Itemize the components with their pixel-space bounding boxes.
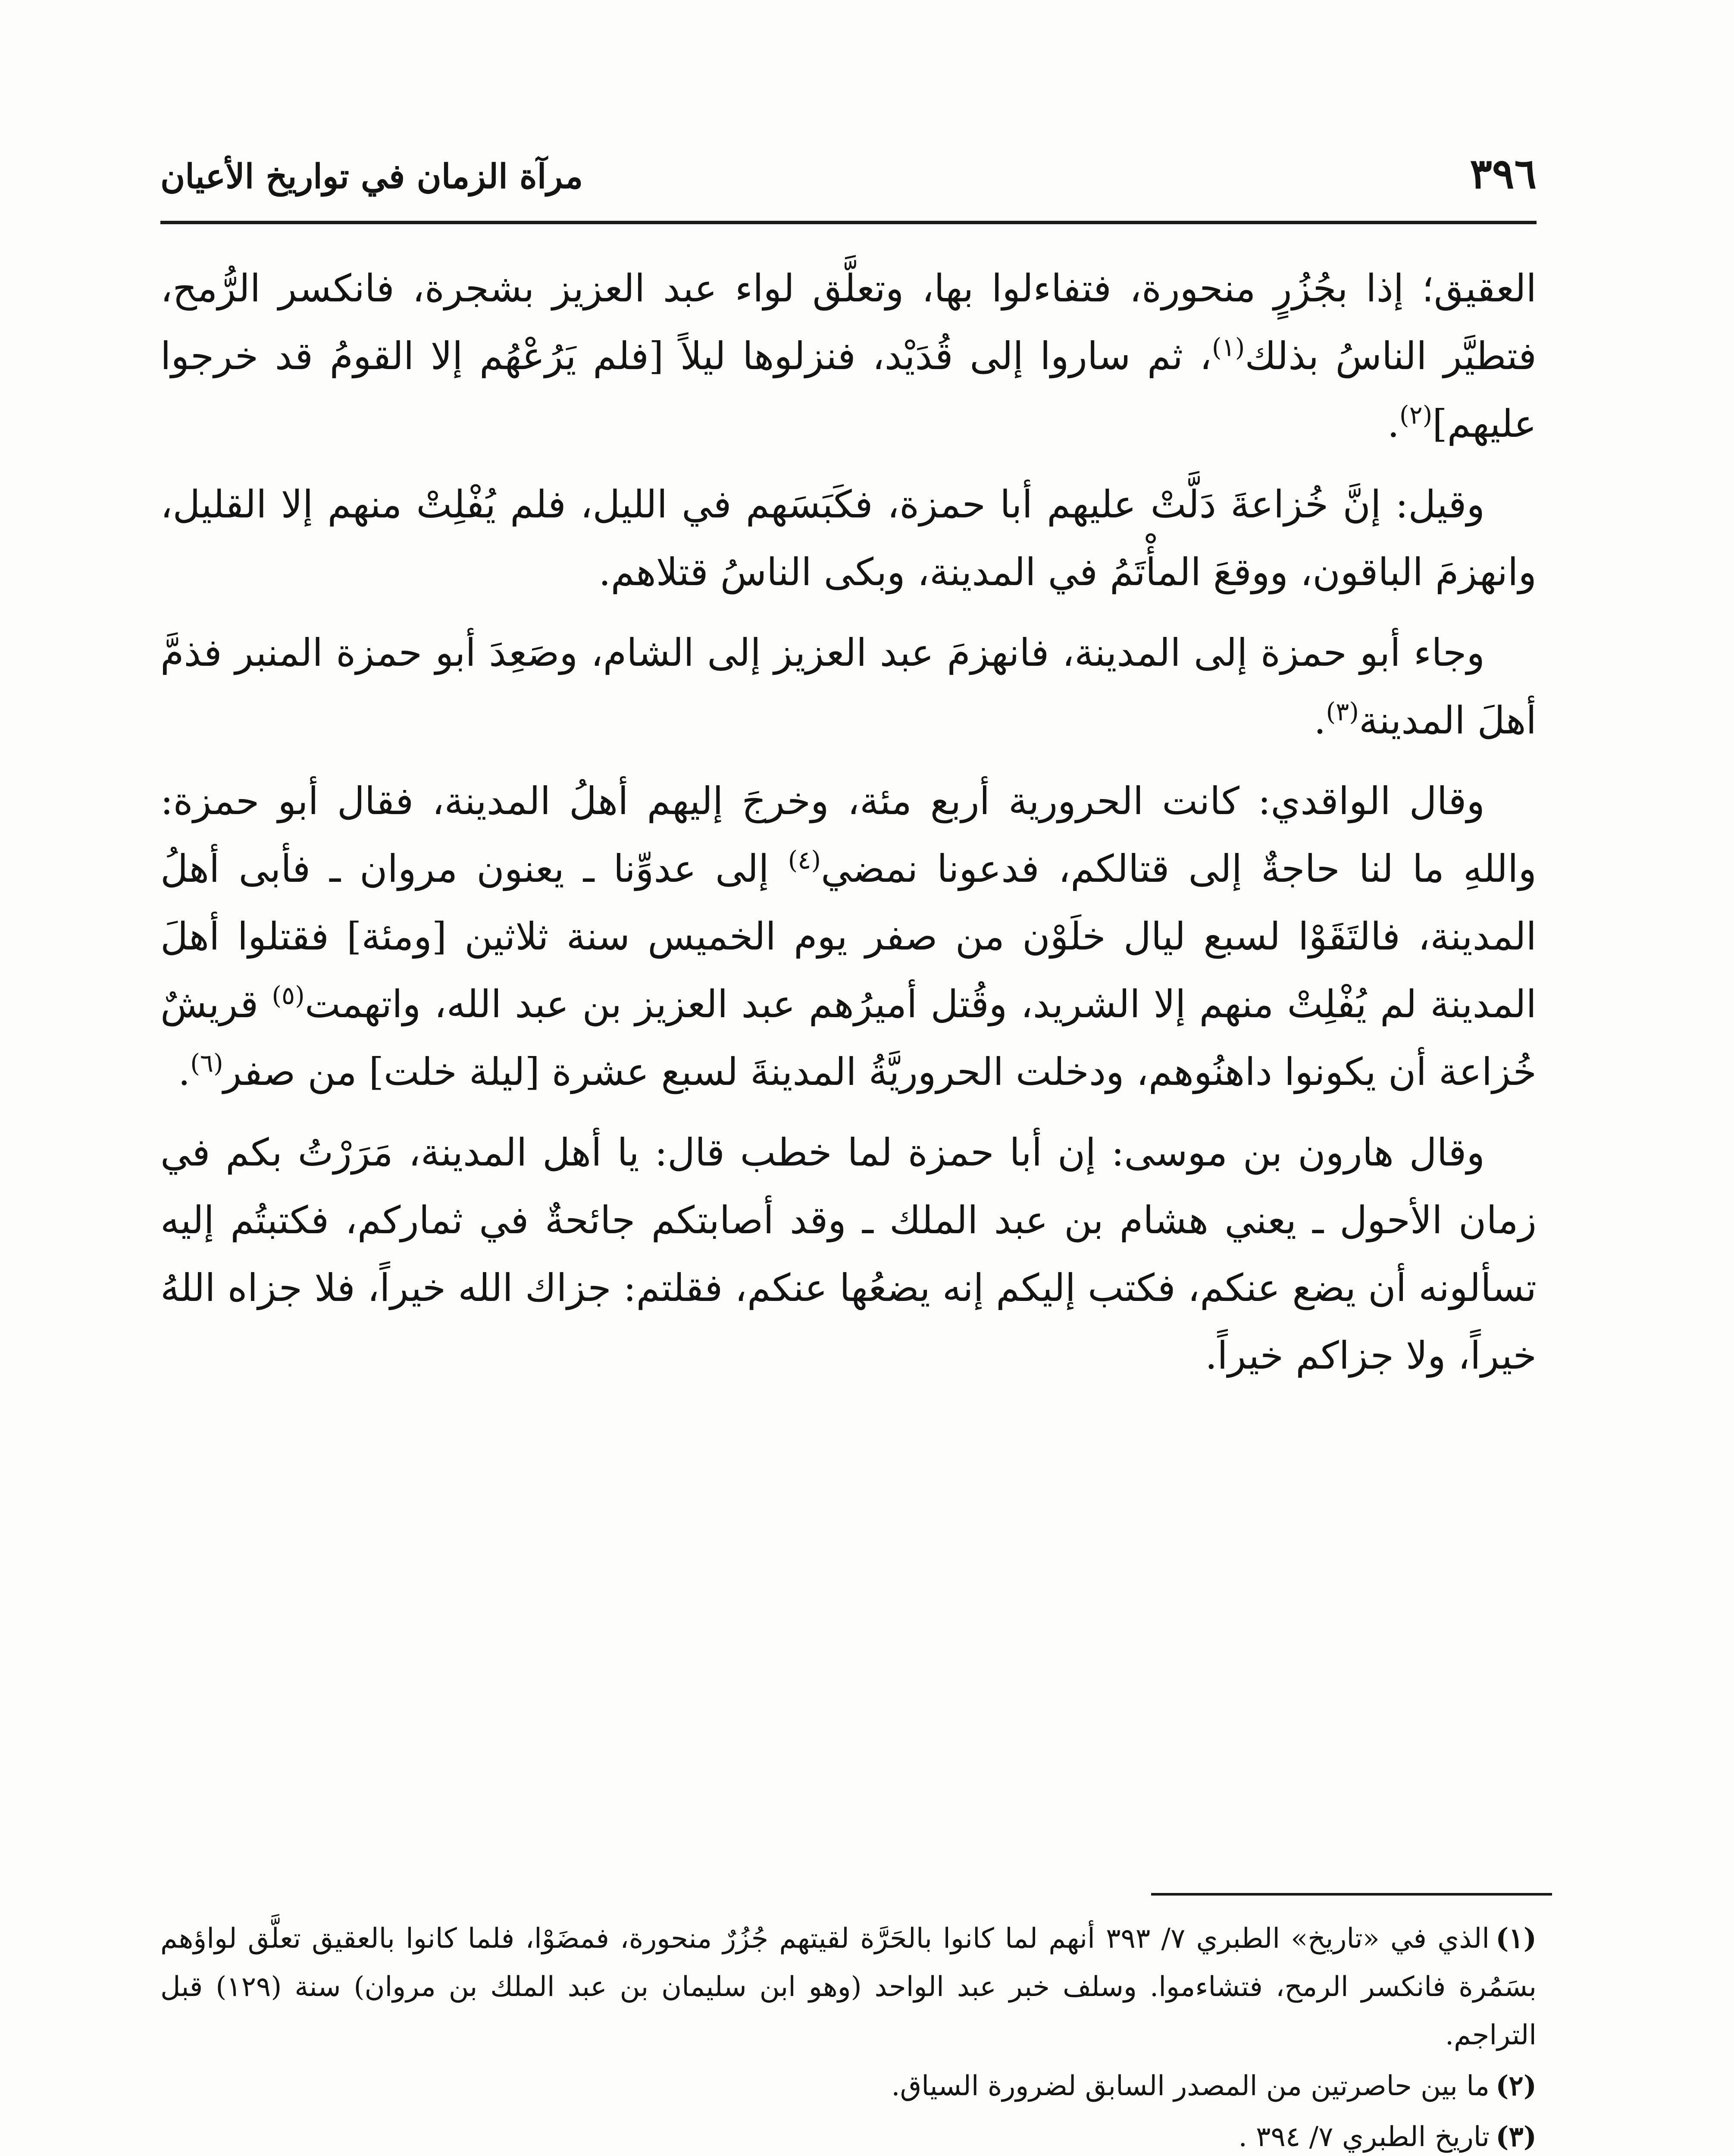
paragraph-1 <box>160 254 1537 458</box>
footnote-ref-4: (٤) <box>788 845 821 875</box>
paragraph-2 <box>160 470 1537 606</box>
footnote-ref-2: (٢) <box>1399 400 1433 430</box>
paragraph-1-text-cont: ، ثم ساروا إلى قُدَيْد، فنزلوها ليلاً [فلم يَرُعْهُم إلا القومُ قد خرجوا عليهم] <box>160 334 1537 446</box>
paragraph-4-text: وقال الواقدي: كانت الحرورية أربع مئة، وخرجَ إليهم أهلُ المدينة، فقال أبو حمزة: واللهِ ما لنا حاجةٌ إلى قتالكم، فدعونا نمضي <box>160 779 1537 891</box>
paragraph-5-text: وقال هارون بن موسى: إن أبا حمزة لما خطب قال: يا أهل المدينة، مَرَرْتُ بكم في زمان الأحول ـ يعني هشام بن عبد الملك ـ وقد أصابتكم جائحةٌ في ثماركم، فكتبتُم إليه تسألونه أن يضع عنكم، فكتب إليكم إنه يضعُها عنكم، فقلتم: جزاك الله خيراً، فلا جزاه اللهُ خيراً، ولا جزاكم خيراً. <box>160 1130 1537 1378</box>
running-header <box>160 142 1537 207</box>
footnote-rule <box>1151 1893 1552 1896</box>
paragraph-5 <box>160 1119 1537 1389</box>
footnote-number: (١) <box>1496 1922 1537 1955</box>
paragraph-4-text-cont: إلى عدوِّنا ـ يعنون مروان ـ فأبى أهلُ المدينة، فالتَقَوْا لسبع ليال خلَوْن من صفر يوم الخميس سنة ثلاثين [ومئة] فقتلوا أهلَ المدينة لم يُفْلِتْ منهم إلا الشريد، وقُتل أميرُهم عبد العزيز بن عبد الله، واتهمت <box>160 846 1537 1026</box>
header-rule <box>160 221 1537 224</box>
footnote-ref-3: (٣) <box>1326 697 1359 727</box>
footnote-3 <box>160 2113 1537 2156</box>
paragraph-4-end: . <box>178 1050 191 1094</box>
footnote-1 <box>160 1915 1537 2059</box>
footnote-text: ما بين حاصرتين من المصدر السابق لضرورة السياق. <box>891 2070 1490 2102</box>
page-number: ٣٩٦ <box>1470 149 1537 198</box>
running-title: مرآة الزمان في تواريخ الأعيان <box>160 157 583 196</box>
paragraph-3 <box>160 619 1537 754</box>
footnote-text: تاريخ الطبري ٧/ ٣٩٤ . <box>1238 2121 1490 2153</box>
footnote-ref-5: (٥) <box>272 981 305 1010</box>
footnote-ref-1: (١) <box>1211 332 1245 362</box>
footnote-text: الذي في «تاريخ» الطبري ٧/ ٣٩٣ أنهم لما كانوا بالحَرَّة لقيتهم جُزُرٌ منحورة، فمضَوْا، فلما كانوا بالعقيق تعلَّق لواؤهم بسَمُرة فانكسر الرمح، فتشاءموا. وسلف خبر عبد الواحد (وهو ابن سليمان بن عبد الملك بن مروان) سنة (١٢٩) قبل التراجم. <box>160 1923 1537 2051</box>
paragraph-4 <box>160 767 1537 1106</box>
footnote-ref-6: (٦) <box>190 1048 223 1078</box>
footnote-number: (٣) <box>1496 2121 1537 2153</box>
footnote-number: (٢) <box>1496 2070 1537 2102</box>
paragraph-4-text-cont2: قريشٌ خُزاعة أن يكونوا داهنُوهم، ودخلت الحروريَّةُ المدينةَ لسبع عشرة [ليلة خلت] من صفر <box>160 982 1537 1094</box>
main-text <box>160 254 1537 1402</box>
footnotes <box>160 1915 1537 2156</box>
paragraph-2-text: وقيل: إنَّ خُزاعةَ دَلَّتْ عليهم أبا حمزة، فكَبَسَهم في الليل، فلم يُفْلِتْ منهم إلا القليل، وانهزمَ الباقون، ووقعَ المأْتَمُ في المدينة، وبكى الناسُ قتلاهم. <box>160 482 1537 594</box>
paragraph-1-text: العقيق؛ إذا بجُزُرٍ منحورة، فتفاءلوا بها، وتعلَّق لواء عبد العزيز بشجرة، فانكسر الرُّمح، فتطيَّر الناسُ بذلك <box>160 266 1537 378</box>
footnote-2 <box>160 2062 1537 2110</box>
paragraph-3-text: وجاء أبو حمزة إلى المدينة، فانهزمَ عبد العزيز إلى الشام، وصَعِدَ أبو حمزة المنبر فذمَّ أهلَ المدينة <box>160 630 1537 743</box>
paragraph-3-end: . <box>1314 698 1326 743</box>
paragraph-1-end: . <box>1387 401 1399 446</box>
